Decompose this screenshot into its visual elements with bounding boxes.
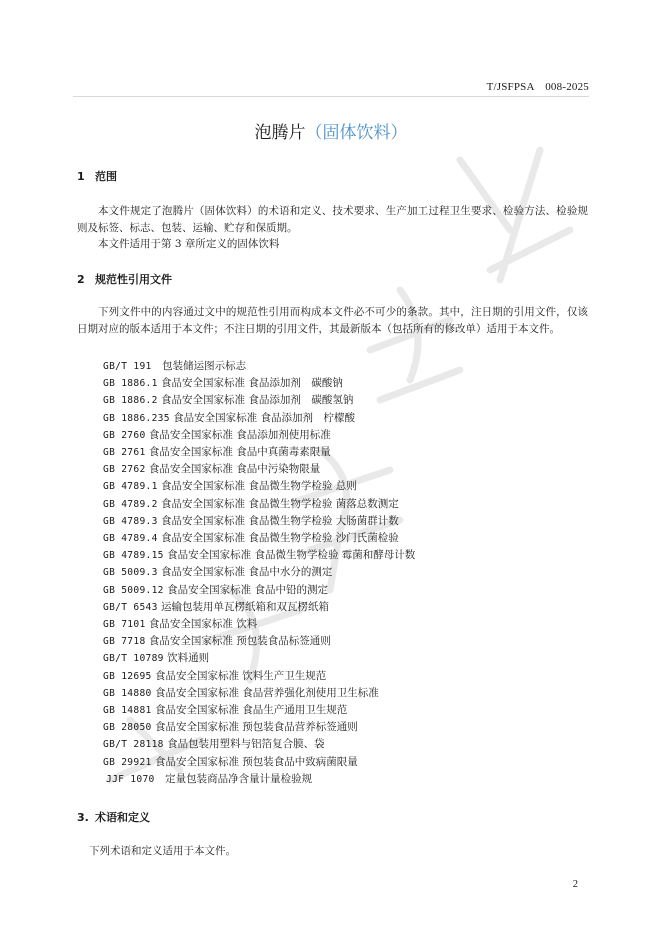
reference-code: GB 7101 [103, 619, 146, 631]
section-number: 3. [77, 811, 89, 824]
section-number: 2 [77, 273, 85, 286]
section-title: 范围 [95, 170, 117, 183]
section-number: 1 [77, 170, 85, 183]
reference-code: GB 1886.2 [103, 395, 158, 407]
title-main: 泡腾片 [254, 123, 306, 143]
reference-item [103, 375, 415, 392]
reference-name: 食品安全国家标准 食品微生物学检验 大肠菌群计数 [157, 514, 399, 527]
reference-item [103, 771, 415, 788]
reference-item [103, 616, 415, 633]
reference-item [103, 410, 415, 427]
reference-name: 食品安全国家标准 食品添加剂 碳酸钠 [157, 377, 343, 390]
scope-paragraph-1: 本文件规定了泡腾片（固体饮料）的术语和定义、技术要求、生产加工过程卫生要求、检验方法、检验规则及标签、标志、包装、运输、贮存和保质期。 [77, 205, 588, 234]
reference-code: GB 4789.3 [103, 515, 158, 527]
reference-code: GB 7718 [103, 636, 146, 648]
reference-item [103, 582, 415, 599]
reference-code: GB 28050 [103, 722, 152, 734]
reference-name: 食品安全国家标准 食品微生物学检验 霉菌和酵母计数 [163, 549, 416, 562]
reference-item [103, 685, 415, 702]
reference-item [103, 461, 415, 478]
reference-code: GB/T 28118 [103, 739, 164, 751]
reference-item [103, 564, 415, 581]
reference-item [103, 668, 415, 685]
reference-name: 运输包装用单瓦楞纸箱和双瓦楞纸箱 [157, 600, 330, 613]
reference-name: 食品安全国家标准 食品营养强化剂使用卫生标准 [151, 686, 379, 699]
section-title: 术语和定义 [95, 811, 150, 824]
reference-code: GB 2761 [103, 447, 146, 459]
reference-item [103, 736, 415, 753]
reference-code: GB 14880 [103, 687, 152, 699]
reference-name: 食品安全国家标准 饮料 [145, 618, 258, 631]
reference-name: 包装储运图示标志 [151, 360, 247, 372]
reference-name: 食品安全国家标准 食品中铅的测定 [163, 583, 328, 596]
reference-name: 食品安全国家标准 食品生产通用卫生规范 [151, 704, 348, 717]
reference-item [103, 599, 415, 616]
document-code: T/JSFPSA 008-2025 [486, 81, 589, 93]
reference-code: GB/T 191 [103, 361, 152, 372]
reference-code: JJF 1070 [106, 773, 155, 785]
reference-item [103, 496, 415, 513]
header-divider [73, 96, 589, 97]
section-heading-scope [77, 168, 117, 184]
section-heading-normative-references [77, 271, 172, 287]
reference-name: 食品安全国家标准 预包装食品营养标签通则 [151, 721, 358, 734]
section-heading-terms [77, 809, 150, 825]
reference-code: GB 4789.15 [103, 550, 164, 562]
reference-name: 食品安全国家标准 食品中水分的测定 [157, 566, 333, 579]
reference-item [103, 444, 415, 461]
reference-item [103, 427, 415, 444]
reference-name: 饮料通则 [163, 652, 210, 665]
document-title [0, 118, 662, 143]
reference-name: 食品安全国家标准 食品微生物学检验 沙门氏菌检验 [157, 532, 399, 545]
reference-code: GB/T 6543 [103, 601, 158, 613]
reference-code: GB 4789.4 [103, 533, 158, 545]
reference-name: 食品安全国家标准 预包装食品标签通则 [145, 635, 331, 648]
reference-code: GB 2760 [103, 429, 146, 441]
reference-code: GB 14881 [103, 705, 152, 717]
reference-item [103, 547, 415, 564]
reference-name: 食品包装用塑料与铝箔复合膜、袋 [163, 738, 325, 751]
reference-code: GB 29921 [103, 756, 152, 768]
reference-name: 食品安全国家标准 食品中污染物限量 [145, 463, 321, 476]
reference-code: GB 2762 [103, 464, 146, 476]
reference-item [103, 478, 415, 495]
reference-code: GB/T 10789 [103, 653, 164, 665]
reference-name: 食品安全国家标准 饮料生产卫生规范 [151, 669, 327, 682]
reference-code: GB 1886.235 [103, 412, 170, 424]
reference-name: 食品安全国家标准 预包装食品中致病菌限量 [151, 755, 358, 768]
reference-code: GB 5009.3 [103, 567, 158, 579]
reference-item [103, 633, 415, 650]
reference-code: GB 4789.1 [103, 481, 158, 493]
reference-name: 食品安全国家标准 食品添加剂使用标准 [145, 428, 331, 441]
reference-name: 定量包装商品净含量计量检验规 [154, 772, 313, 785]
reference-item [103, 358, 415, 375]
terms-intro-paragraph: 下列术语和定义适用于本文件。 [89, 845, 236, 857]
reference-item [103, 392, 415, 409]
reference-name: 食品安全国家标准 食品微生物学检验 菌落总数测定 [157, 497, 399, 510]
reference-item [103, 650, 415, 667]
reference-item [103, 702, 415, 719]
reference-code: GB 1886.1 [103, 378, 158, 390]
reference-item [103, 754, 415, 771]
normative-intro-paragraph: 下列文件中的内容通过文中的规范性引用而构成本文件必不可少的条款。其中，注日期的引用文件，仅该日期对应的版本适用于本文件；不注日期的引用文件，其最新版本（包括所有的修改单）适用于本文件。 [77, 306, 588, 335]
reference-item [103, 719, 415, 736]
reference-name: 食品安全国家标准 食品添加剂 碳酸氢钠 [157, 394, 354, 407]
reference-item [103, 530, 415, 547]
reference-name: 食品安全国家标准 食品中真菌毒素限量 [145, 446, 331, 459]
reference-code: GB 4789.2 [103, 498, 158, 510]
scope-paragraph-2: 本文件适用于第 3 章所定义的固体饮料 [98, 238, 280, 250]
reference-name: 食品安全国家标准 食品微生物学检验 总则 [157, 480, 357, 493]
title-paren: （固体饮料） [305, 123, 408, 143]
reference-item [103, 513, 415, 530]
reference-code: GB 5009.12 [103, 584, 164, 596]
reference-code: GB 12695 [103, 670, 152, 682]
reference-name: 食品安全国家标准 食品添加剂 柠檬酸 [169, 411, 356, 424]
section-title: 规范性引用文件 [95, 273, 172, 286]
reference-list [103, 358, 415, 788]
page-number: 2 [572, 879, 578, 890]
